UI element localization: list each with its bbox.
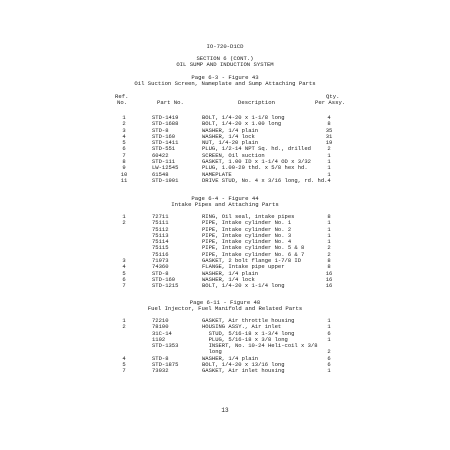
description-cell: GASKET, 1.00 ID x 1-1/4 OD x 3/32 [202, 158, 311, 166]
ref-cell: 6 [122, 275, 126, 283]
part-cell: 75112 [152, 225, 169, 233]
description-cell: PIPE, Intake cylinder No. 5 & 8 [202, 244, 305, 252]
description-cell: WASHER, 1/4 lock [202, 132, 255, 140]
qty-cell: 4 [327, 114, 331, 121]
ref-cell: 5 [122, 269, 126, 277]
group-3-rows [0, 318, 450, 375]
table-row [0, 368, 450, 374]
part-cell: 75111 [152, 219, 169, 227]
qty-cell: 1 [327, 231, 331, 239]
ref-cell: 8 [122, 158, 126, 166]
description-cell: long [202, 348, 222, 356]
qty-cell: 6 [327, 361, 331, 369]
ref-cell: 1 [122, 114, 126, 121]
part-cell: STD-1875 [152, 361, 179, 369]
ref-cell: 5 [122, 361, 126, 369]
part-cell: STD-8 [152, 126, 169, 134]
ref-cell: 2 [122, 323, 126, 331]
qty-cell: 6 [327, 329, 331, 337]
description-cell: PIPE, Intake cylinder No. 6 & 7 [202, 250, 305, 258]
part-cell: STD-111 [152, 158, 176, 166]
ref-cell: 1 [122, 213, 126, 220]
description-cell: GASKET, 2 bolt flange 1-7/8 ID [202, 257, 302, 265]
document-code: IO-720-D1CD [206, 43, 244, 50]
description-cell: RING, Oil seal, intake pipes [202, 213, 295, 220]
part-cell: 75113 [152, 231, 169, 239]
ref-cell: 6 [122, 145, 126, 153]
ref-header-line1: Ref. [115, 93, 129, 100]
part-cell: STD-1411 [152, 139, 179, 147]
qty-cell: 1 [327, 335, 331, 343]
part-cell: STD-160 [152, 275, 176, 283]
description-cell: PIPE, Intake cylinder No. 1 [202, 219, 292, 227]
ref-cell: 4 [122, 354, 126, 362]
part-cell: STD-160 [152, 132, 176, 140]
description-cell: STUD, 5/16-18 x 1-3/4 long [202, 329, 295, 337]
description-cell: SCREEN, Oil suction [202, 151, 265, 159]
description-cell: GASKET, Air inlet housing [202, 367, 285, 375]
group-1-page-label: Page 6-3 - Figure 43 [191, 74, 259, 81]
qty-cell: 19 [325, 139, 333, 147]
part-cell: 75116 [152, 250, 169, 258]
group-2-title: Intake Pipes and Attaching Parts [171, 201, 279, 208]
ref-cell: 2 [122, 219, 126, 227]
ref-cell: 7 [122, 367, 126, 375]
qty-cell: 1 [327, 323, 331, 331]
part-cell: 31C-14 [152, 329, 172, 337]
group-2-page-label: Page 6-4 - Figure 44 [191, 195, 259, 202]
section-title: SECTION 6 (CONT.) [196, 55, 254, 62]
description-cell: PIPE, Intake cylinder No. 2 [202, 225, 292, 233]
ref-cell: 11 [120, 176, 128, 184]
group-1-title: Oil Suction Screen, Nameplate and Sump Attaching Parts [134, 80, 316, 87]
qty-cell: 1 [327, 219, 331, 227]
description-cell: WASHER, 1/4 plain [202, 126, 259, 134]
qty-cell: 4 [327, 176, 331, 184]
part-cell: 61548 [152, 170, 169, 178]
qty-cell: 1 [327, 238, 331, 246]
qty-cell: 1 [327, 158, 331, 166]
description-cell: PLUG, 1/2-14 NPT Sq. hd., drilled [202, 145, 311, 153]
qty-cell: 8 [327, 213, 331, 220]
ref-cell: 9 [122, 164, 126, 172]
description-cell: NAMEPLATE [202, 170, 232, 178]
ref-cell: 2 [122, 120, 126, 128]
part-cell: 78100 [152, 323, 169, 331]
qty-header-line1: Qty. [326, 93, 340, 100]
table-row [0, 283, 450, 289]
qty-cell: 6 [327, 354, 331, 362]
ref-cell: 5 [122, 139, 126, 147]
qty-cell: 35 [325, 126, 333, 134]
group-3-title: Fuel Injector, Fuel Manifold and Related Parts [147, 305, 303, 312]
qty-cell: 2 [327, 145, 331, 153]
qty-cell: 16 [325, 275, 333, 283]
group-3-page-label: Page 6-11 - Figure 48 [189, 299, 261, 306]
part-cell: 72711 [152, 213, 169, 220]
qty-header-line2: Per Assy. [315, 99, 346, 106]
part-cell: STD-1901 [152, 176, 179, 184]
qty-cell: 1 [327, 151, 331, 159]
qty-cell: 16 [325, 282, 333, 290]
description-cell: BOLT, 1/4-20 x 13/16 long [202, 361, 285, 369]
page-number: 13 [221, 407, 229, 414]
part-no-header: Part No. [157, 99, 184, 106]
description-cell: PLUG, 5/16-18 x 3/8 long [202, 335, 288, 343]
ref-cell: 4 [122, 132, 126, 140]
description-header: Description [238, 99, 275, 106]
ref-cell: 1 [122, 317, 126, 324]
qty-cell: 31 [325, 132, 333, 140]
part-cell: 74360 [152, 263, 169, 271]
ref-cell: 7 [122, 282, 126, 290]
qty-cell: 1 [327, 170, 331, 178]
qty-cell: 2 [327, 250, 331, 258]
ref-cell: 3 [122, 126, 126, 134]
description-cell: HOUSING ASSY., Air inlet [202, 323, 282, 331]
description-cell: PIPE, Intake cylinder No. 3 [202, 231, 292, 239]
part-cell: 71973 [152, 257, 169, 265]
part-cell: 75115 [152, 244, 169, 252]
description-cell: WASHER, 1/4 plain [202, 269, 259, 277]
ref-cell: 3 [122, 257, 126, 265]
part-cell: 60422 [152, 151, 169, 159]
qty-cell: 1 [327, 367, 331, 375]
ref-cell: 7 [122, 151, 126, 159]
ref-cell: 10 [120, 170, 128, 178]
group-2-rows [0, 214, 450, 290]
table-row [0, 178, 450, 184]
part-cell: STD-1688 [152, 120, 179, 128]
section-subtitle: OIL SUMP AND INDUCTION SYSTEM [176, 61, 274, 68]
qty-cell: 8 [327, 263, 331, 271]
description-cell: INSERT, No. 10-24 Heli-coil x 3/8 [202, 342, 318, 350]
qty-cell: 1 [327, 164, 331, 172]
part-cell: 1102 [152, 335, 166, 343]
group-1-rows [0, 115, 450, 184]
part-cell: LW-12545 [152, 164, 179, 172]
description-cell: WASHER, 1/4 plain [202, 354, 259, 362]
description-cell: BOLT, 1/4-20 x 1-1/8 long [202, 114, 285, 121]
description-cell: PIPE, Intake cylinder No. 4 [202, 238, 292, 246]
qty-cell: 16 [325, 269, 333, 277]
ref-header-line2: No. [117, 99, 128, 106]
qty-cell: 2 [327, 244, 331, 252]
part-cell: STD-1215 [152, 282, 179, 290]
description-cell: FLANGE, Intake pipe upper [202, 263, 285, 271]
qty-cell: 8 [327, 120, 331, 128]
qty-cell: 1 [327, 225, 331, 233]
part-cell: STD-1419 [152, 114, 179, 121]
part-cell: 75114 [152, 238, 169, 246]
part-cell: STD-551 [152, 145, 176, 153]
qty-cell: 8 [327, 257, 331, 265]
description-cell: GASKET, Air throttle housing [202, 317, 295, 324]
part-cell: 72210 [152, 317, 169, 324]
part-cell: STD-8 [152, 354, 169, 362]
description-cell: DRIVE STUD, No. 4 x 3/16 long, rd. hd. [202, 176, 328, 184]
description-cell: WASHER, 1/4 lock [202, 275, 255, 283]
qty-cell: 2 [327, 348, 331, 356]
part-cell: 73032 [152, 367, 169, 375]
description-cell: NUT, 1/4-20 plain [202, 139, 259, 147]
qty-cell: 1 [327, 317, 331, 324]
ref-cell: 4 [122, 263, 126, 271]
description-cell: PLUG, 1.00-20 thd. x 5/8 hex hd. [202, 164, 308, 172]
description-cell: BOLT, 1/4-20 x 1.00 long [202, 120, 282, 128]
part-cell: STD-1353 [152, 342, 179, 350]
description-cell: BOLT, 1/4-20 x 1-1/4 long [202, 282, 285, 290]
part-cell: STD-8 [152, 269, 169, 277]
